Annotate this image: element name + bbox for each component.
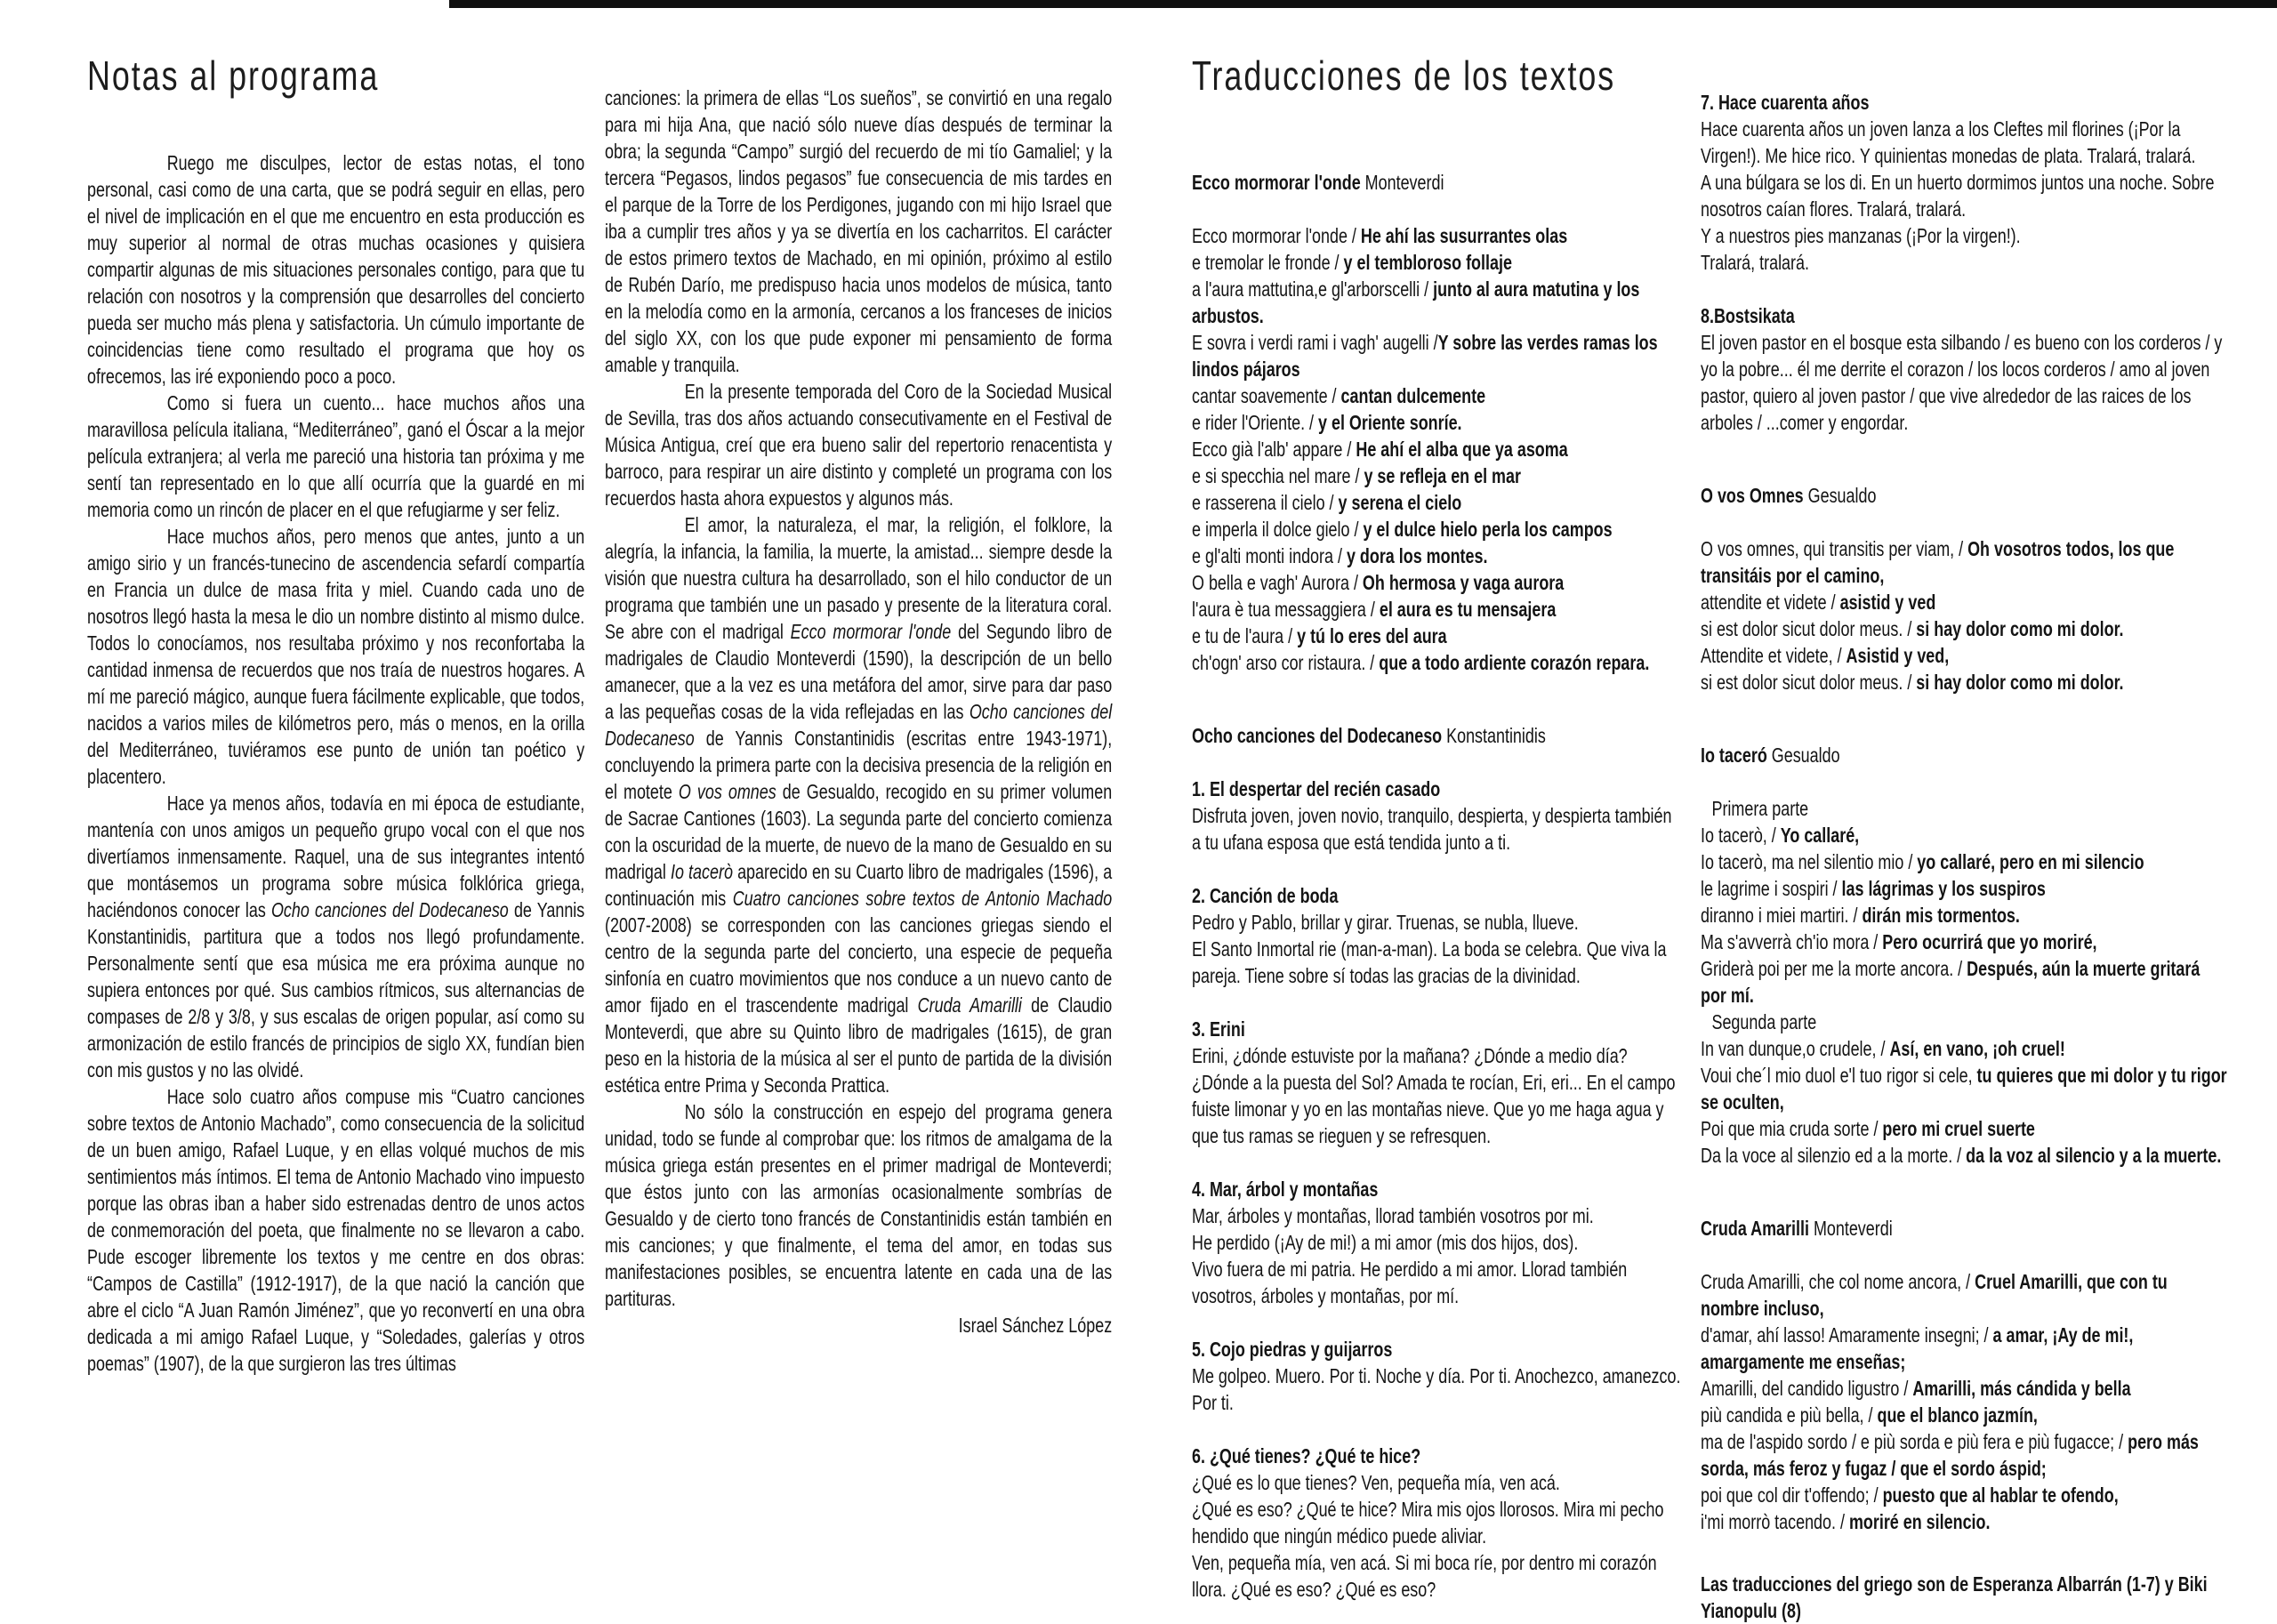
original-text: e imperla il dolce gielo / (1192, 518, 1364, 541)
original-text: più candida e più bella, / (1701, 1403, 1878, 1427)
translated-text: yo callaré, pero en mi silencio (1917, 850, 2144, 873)
original-text: i'mi morrò tacendo. / (1701, 1510, 1849, 1533)
song-text: Hace cuarenta años un joven lanza a los Cleftes mil florines (¡Por la Virgen!). Me hice rico. Y quinientas monedas de plata. Tralará, tralará. (1701, 117, 2196, 167)
song-block (1701, 302, 2228, 436)
song-text: Vivo fuera de mi patria. He perdido a mi amor. Llorad también vosotros, árboles y montañas, por mí. (1192, 1258, 1628, 1307)
song-title: 5. Cojo piedras y guijarros (1192, 1338, 1393, 1361)
verse-line (1192, 649, 1681, 676)
original-text: Hace muchos años, pero menos que antes, junto a un amigo sirio y un francés-tunecino de ascendencia sefardí compartía en Francia un dulce de masa frita y miel. Cuando cada uno de nosotros llegó hasta la mesa le dio un nombre distinto al mismo dulce. Todos lo conocíamos, nos resultaba próximo y nos reconfortaba la cantidad inmensa de recuerdos que nos traía de nuestros hogares. A mí me pareció mágico, aunque fuera fácilmente explicable, que todos, nacidos a varios miles de kilómetros pero, más o menos, en la orilla del Mediterráneo, tuviéramos ese punto de unión tan poético y placentero. (87, 525, 585, 788)
song-block (1192, 776, 1681, 856)
verse-line (1701, 929, 2228, 955)
translations-column-1 (1192, 52, 1681, 1603)
translated-text: Asistid y ved, (1846, 644, 1950, 667)
original-text: poi que col dir t'offendo; / (1701, 1483, 1883, 1507)
translated-text: Oh hermosa y vaga aurora (1362, 571, 1565, 594)
original-text: e rasserena il cielo / (1192, 491, 1339, 514)
translated-text: Cruel Amarilli, que con tu nombre incluso, (1701, 1270, 2168, 1320)
original-text: Da la voce al silenzio ed a la morte. / (1701, 1144, 1967, 1167)
song-text: Y a nuestros pies manzanas (¡Por la virgen!). (1701, 224, 2021, 247)
verse-line (1701, 1322, 2228, 1375)
verse-line (1701, 1268, 2228, 1322)
translated-text: y el Oriente sonríe. (1318, 411, 1462, 434)
original-text: Ruego me disculpes, lector de estas notas, el tono personal, casi como de una carta, que se podrá seguir en ellas, pero el nivel de implicación en el que me encuentro en esta producción es muy superior al normal de otras muchas ocasiones y quisiera compartir algunas de mis situaciones personales contigo, para que tu relación con nosotros y la comprensión que desarrolles del concierto pueda ser mucho más plena y satisfactoria. Un cúmulo importante de coincidencias tiene como resultado el programa que hoy os ofrecemos, las iré exponiendo poco a poco. (87, 151, 585, 388)
translated-text: pero más sorda, más feroz y fugaz / que el sordo áspid; (1701, 1430, 2199, 1480)
work-name: Ocho canciones del Dodecaneso (605, 700, 1113, 750)
work-name: Ecco mormorar l'onde (1192, 171, 1361, 194)
part-label: Segunda parte (1711, 1010, 1817, 1033)
translated-text: Amarilli, más cándida y bella (1912, 1377, 2131, 1400)
original-text: del Segundo libro de madrigales de Claudio Monteverdi (1590), la descripción de un bello amanecer, que a la vez es una metáfora del amor, sirve para dar paso a las pequeñas cosas de la vida reflejadas en las (605, 620, 1113, 723)
original-text: si est dolor sicut dolor meus. / (1701, 671, 1917, 694)
original-text: El amor, la naturaleza, el mar, la religión, el folklore, la alegría, la infancia, la familia, la muerte, la amistad... siempre desde la visión que nuestra cultura ha desarrollado, son el hilo conductor de un programa que también une un pasado y presente de la literatura coral. Se abre con el madrigal (605, 513, 1113, 643)
work-title (1701, 1215, 2228, 1242)
translated-text: que el blanco jazmín, (1877, 1403, 2038, 1427)
original-text: Cruda Amarilli, che col nome ancora, / (1701, 1270, 1975, 1293)
original-text: e gl'alti monti indora / (1192, 544, 1347, 567)
notes-column-1 (87, 52, 584, 1377)
original-text: a l'aura mattutina,e gl'arborscelli / (1192, 277, 1434, 301)
verse-line (1701, 875, 2228, 902)
translated-text: He ahí el alba que ya asoma (1356, 438, 1568, 461)
original-text: Attendite et videte, / (1701, 644, 1847, 667)
original-text: O vos omnes, qui transitis per viam, / (1701, 537, 1968, 560)
translated-text: pero mi cruel suerte (1882, 1117, 2035, 1140)
original-text: Griderà poi per me la morte ancora. / (1701, 957, 1967, 980)
original-text: Hace solo cuatro años compuse mis “Cuatro canciones sobre textos de Antonio Machado”, como consecuencia de la solicitud de un buen amigo, Rafael Luque, y en ellas volqué muchos de mis sentimientos más íntimos. El tema de Antonio Machado vino impuesto porque las obras iban a haber sido estrenadas dentro de unos actos de conmemoración del poeta, que finalmente no se llevaron a cabo. Pude escoger libremente los textos y me centre en dos obras: “Campos de Castilla” (1912-1917), de la que nació la canción que abre el ciclo “A Juan Ramón Jiménez”, que yo reconvertí en una obra dedicada a mi amigo Rafael Luque, y “Soledades, galerías y otros poemas” (1907), de la que surgieron las tres últimas (87, 1085, 585, 1375)
translated-text: da la voz al silencio y a la muerte. (1966, 1144, 2222, 1167)
verse-line (1192, 516, 1681, 543)
verse-line (1192, 249, 1681, 276)
translated-text: Después, aún la muerte gritará por mí. (1701, 957, 2201, 1007)
song-text: Mar, árboles y montañas, llorad también vosotros por mi. (1192, 1204, 1594, 1227)
original-text: Io tacerò, ma nel silentio mio / (1701, 850, 1918, 873)
translations-page-title: Traducciones de los textos (1192, 52, 1616, 99)
translated-text: y serena el cielo (1338, 491, 1462, 514)
song-block (1192, 1336, 1681, 1416)
work-name: Ecco mormorar l'onde (790, 620, 952, 643)
paragraph (605, 378, 1112, 511)
composer-name: Konstantinidis (1442, 724, 1546, 747)
top-edge-bar (449, 0, 2277, 8)
paragraph (87, 790, 584, 1083)
verse-line (1701, 1115, 2228, 1142)
paragraph (87, 149, 584, 390)
notes-column-2-body (605, 84, 1112, 1312)
paragraph (87, 523, 584, 790)
paragraph (87, 390, 584, 523)
verse-line (1192, 489, 1681, 516)
translated-text: el aura es tu mensajera (1379, 598, 1557, 621)
original-text: l'aura è tua messaggiera / (1192, 598, 1380, 621)
paragraph (605, 1098, 1112, 1312)
work-name: Io taceró (1701, 744, 1767, 767)
original-text: Poi que mia cruda sorte / (1701, 1117, 1883, 1140)
verse-line (1192, 462, 1681, 489)
verse-line (1701, 1142, 2228, 1169)
original-text: de Yannis Konstantinidis, partitura que a todos nos llegó profundamente. Personalmente sentí que esa música me era próxima aunque no supiera entonces por qué. Sus cambios rítmicos, sus alternancias de compases de 2/8 y 3/8, y sus escalas de origen popular, así como su armonización de estilo francés de principios de siglo XX, fundían bien con mis gustos y no las olvidé. (87, 898, 585, 1081)
verse-line (1701, 822, 2228, 848)
translations-column-2-body (1701, 89, 2228, 1624)
original-text: Voui che´l mio duol e'l tuo rigor si cele, (1701, 1064, 1977, 1087)
verse-line (1192, 436, 1681, 462)
song-text: Tralará, tralará. (1701, 251, 1809, 274)
original-text: Amarilli, del candido ligustro / (1701, 1377, 1913, 1400)
part-label: Primera parte (1711, 797, 1809, 820)
song-text: Erini, ¿dónde estuviste por la mañana? ¿Dónde a medio día? ¿Dónde a la puesta del Sol? Amada te rocían, Eri, eri... En el campo fuiste limonar y yo en las montañas nieve. Que yo me haga agua y que tus ramas se rieguen y se refresquen. (1192, 1044, 1676, 1147)
paragraph (87, 1083, 584, 1377)
original-text: e si specchia nel mare / (1192, 464, 1364, 487)
translated-text: junto al aura matutina y los arbustos. (1192, 277, 1640, 327)
song-text: He perdido (¡Ay de mi!) a mi amor (mis dos hijos, dos). (1192, 1231, 1579, 1254)
verse-line (1192, 382, 1681, 409)
verse-line (1192, 569, 1681, 596)
verse-block (1701, 1268, 2228, 1535)
paragraph (605, 511, 1112, 1098)
verse-line (1192, 543, 1681, 569)
verse-line (1192, 623, 1681, 649)
translated-text: y se refleja en el mar (1364, 464, 1521, 487)
translated-text: Pero ocurrirá que yo moriré, (1882, 930, 2097, 953)
work-name: Io tacerò (670, 860, 733, 883)
translated-text: y el dulce hielo perla los campos (1363, 518, 1613, 541)
song-block (1192, 1443, 1681, 1603)
translated-text: asistid y ved (1839, 591, 1936, 614)
verse-line (1701, 1402, 2228, 1428)
work-name: Ocho canciones del Dodecaneso (270, 898, 509, 921)
notes-column-2 (605, 84, 1112, 1339)
verse-line (1192, 276, 1681, 329)
work-title (1701, 742, 2228, 768)
song-text: El joven pastor en el bosque esta silbando / es bueno con los corderos / y yo la pobre... él me derrite el corazon / los locos corderos / amo al joven pastor, quiero al joven pastor / que vive alrededor de las raices de los arboles / ...comer y engordar. (1701, 331, 2223, 434)
verse-block (1701, 535, 2228, 695)
original-text: E sovra i verdi rami i vagh' augelli / (1192, 331, 1438, 354)
translators-credit: Las traducciones del griego son de Esperanza Albarrán (1-7) y Biki Yianopulu (8) (1701, 1572, 2208, 1622)
work-name: Cuatro canciones sobre textos de Antonio Machado (732, 887, 1113, 910)
translated-text: dirán mis tormentos. (1862, 904, 2020, 927)
original-text: d'amar, ahí lasso! Amaramente insegni; / (1701, 1323, 1993, 1347)
song-text: Pedro y Pablo, brillar y girar. Truenas, se nubla, llueve. (1192, 911, 1579, 934)
original-text: Ecco mormorar l'onde / (1192, 224, 1361, 247)
original-text: (2007-2008) se corresponden con las canciones griegas siendo el centro de la segunda parte del concierto, una especie de pequeña sinfonía en cuatro movimientos que nos conduce a un nuevo canto de amor fijado en el trascendente madrigal (605, 913, 1113, 1017)
work-title (1192, 169, 1681, 196)
composer-name: Monteverdi (1808, 1217, 1893, 1240)
song-title: 8.Bostsikata (1701, 304, 1795, 327)
translated-text: que a todo ardiente corazón repara. (1379, 651, 1650, 674)
verse-block (1192, 222, 1681, 676)
original-text: Io tacerò, / (1701, 824, 1781, 847)
song-title: 4. Mar, árbol y montañas (1192, 1178, 1379, 1201)
original-text: de Claudio Monteverdi, que abre su Quinto libro de madrigales (1615), de gran peso en la historia de la música al ser el punto de partida de la división estética entre Prima y Seconda Prattica. (605, 993, 1113, 1097)
translated-text: puesto que al hablar te ofendo, (1882, 1483, 2119, 1507)
song-text: ¿Qué es eso? ¿Qué te hice? Mira mis ojos llorosos. Mira mi pecho hendido que ningún médico puede aliviar. (1192, 1498, 1664, 1548)
translated-text: tu quieres que mi dolor y tu rigor se oculten, (1701, 1064, 2227, 1113)
song-text: El Santo Inmortal rie (man-a-man). La boda se celebra. Que viva la pareja. Tiene sobre sí todas las gracias de la divinidad. (1192, 937, 1667, 987)
notes-column-1-body (87, 149, 584, 1377)
song-text: Ven, pequeña mía, ven acá. Si mi boca ríe, por dentro mi corazón llora. ¿Qué es eso? ¿Qué es eso? (1192, 1551, 1657, 1601)
translated-text: si hay dolor como mi dolor. (1916, 617, 2124, 640)
translated-text: las lágrimas y los suspiros (1841, 877, 2046, 900)
original-text: de Gesualdo, recogido en su primer volumen de Sacrae Cantiones (1603). La segunda parte del concierto comienza con la oscuridad de la muerte, de nuevo de la mano de Gesualdo en su madrigal (605, 780, 1113, 883)
translated-text: si hay dolor como mi dolor. (1916, 671, 2124, 694)
original-text: de Yannis Constantinidis (escritas entre 1943-1971), concluyendo la primera parte con la decisiva presencia de la religión en el motete (605, 727, 1113, 803)
verse-line (1701, 1482, 2228, 1508)
original-text: e rider l'Oriente. / (1192, 411, 1319, 434)
translated-text: cantan dulcemente (1340, 384, 1486, 407)
original-text: En la presente temporada del Coro de la Sociedad Musical de Sevilla, tras dos años actuando consecutivamente en el Festival de Música Antigua, creí que era bueno salir del repertorio renacentista y barroco, para respirar un aire distinto y completé un programa con los recuerdos hasta ahora expuestos y algunos más. (605, 380, 1113, 510)
original-text: ch'ogn' arso cor ristaura. / (1192, 651, 1380, 674)
original-text: Ma s'avverrà ch'io mora / (1701, 930, 1883, 953)
original-text: si est dolor sicut dolor meus. / (1701, 617, 1917, 640)
verse-block (1701, 1035, 2228, 1169)
work-name: Cruda Amarilli (1701, 1217, 1809, 1240)
original-text: attendite et videte / (1701, 591, 1840, 614)
song-block (1192, 882, 1681, 989)
song-title: 2. Canción de boda (1192, 884, 1339, 907)
translated-text: y tú lo eres del aura (1297, 624, 1447, 647)
translated-text: moriré en silencio. (1848, 1510, 1991, 1533)
verse-line (1701, 535, 2228, 589)
work-name: O vos Omnes (1701, 484, 1804, 507)
song-text: A una búlgara se los di. En un huerto dormimos juntos una noche. Sobre nosotros caían flores. Tralará, tralará. (1701, 171, 2215, 221)
verse-line (1192, 329, 1681, 382)
verse-line (1192, 409, 1681, 436)
verse-line (1701, 1508, 2228, 1535)
translated-text: Yo callaré, (1780, 824, 1860, 847)
verse-line (1701, 955, 2228, 1009)
original-text: Como si fuera un cuento... hace muchos años una maravillosa película italiana, “Mediterráneo”, ganó el Óscar a la mejor película extranjera; al verla me pareció una historia tan próxima y me sentí tan representado en lo que allí ocurría que la guardé en mi memoria como un rincón de placer en el que refugiarme y ser feliz. (87, 391, 585, 521)
translations-column-2 (1701, 89, 2228, 1624)
translated-text: a amar, ¡Ay de mi!, amargamente me enseñas; (1701, 1323, 2134, 1373)
original-text: e tremolar le fronde / (1192, 251, 1344, 274)
verse-line (1701, 1062, 2228, 1115)
notes-page-title: Notas al programa (87, 52, 380, 99)
verse-line (1701, 1035, 2228, 1062)
verse-line (1701, 669, 2228, 695)
work-title (1192, 722, 1681, 749)
song-text: ¿Qué es lo que tienes? Ven, pequeña mía, ven acá. (1192, 1471, 1560, 1494)
song-text: Disfruta joven, joven novio, tranquilo, despierta, y despierta también a tu ufana esposa que está tendida junto a ti. (1192, 804, 1672, 854)
original-text: Hace ya menos años, todavía en mi época de estudiante, mantenía con unos amigos un pequeño grupo vocal con el que nos divertíamos inmensamente. Raquel, una de sus integrantes intentó que montásemos un programa sobre música folklórica griega, haciéndonos conocer las (87, 792, 585, 921)
original-text: ma de l'aspido sordo / e più sorda e più fera e più fugacce; / (1701, 1430, 2128, 1453)
original-text: le lagrime i sospiri / (1701, 877, 1842, 900)
song-block (1701, 89, 2228, 276)
composer-name: Monteverdi (1360, 171, 1444, 194)
verse-line (1701, 642, 2228, 669)
work-name: Cruda Amarilli (917, 993, 1022, 1017)
paragraph (605, 84, 1112, 378)
work-title (1701, 482, 2228, 509)
verse-line (1701, 848, 2228, 875)
composer-name: Gesualdo (1803, 484, 1877, 507)
translated-text: Y sobre las verdes ramas los lindos pájaros (1192, 331, 1658, 381)
original-text: diranno i miei martiri. / (1701, 904, 1863, 927)
original-text: aparecido en su Cuarto libro de madrigales (1596), a continuación mis (605, 860, 1113, 910)
work-name: O vos omnes (678, 780, 776, 803)
work-name: Ocho canciones del Dodecaneso (1192, 724, 1443, 747)
translated-text: He ahí las susurrantes olas (1360, 224, 1568, 247)
original-text: No sólo la construcción en espejo del programa genera unidad, todo se funde al comprobar que: los ritmos de amalgama de la música griega están presentes en el primer madrigal de Monteverdi; que éstos junto con las armonías ocasionalmente sombrías de Gesualdo y de cierto tono francés de Constantinidis están también en mis canciones; y que finalmente, el tema del amor, en todas sus manifestaciones posibles, se encuentra latente en cada una de las partituras. (605, 1100, 1113, 1310)
verse-line (1701, 902, 2228, 929)
translated-text: Oh vosotros todos, los que transitáis por el camino, (1701, 537, 2175, 587)
verse-line (1701, 1375, 2228, 1402)
translated-text: y el tembloroso follaje (1343, 251, 1512, 274)
song-title: 7. Hace cuarenta años (1701, 91, 1870, 114)
song-title: 6. ¿Qué tienes? ¿Qué te hice? (1192, 1444, 1421, 1467)
original-text: canciones: la primera de ellas “Los sueños”, se convirtió en una regalo para mi hija Ana, que nació sólo nueve días después de terminar la obra; la segunda “Campo” surgió del recuerdo de mi tío Gamaliel; y la tercera “Pegasos, lindos pegasos” fue consecuencia de mis tardes en el parque de la Torre de los Perdigones, jugando con mi hijo Israel que iba a cumplir tres años y ya se divertía en los cacharritos. El carácter de estos primero textos de Machado, en mi opinión, próximo al estilo de Rubén Darío, me predispuso hacia unos modelos de música, tanto en la melodía como en la armonía, cercanos a los franceses de inicios del siglo XX, con los que pude exponer mi pensamiento de forma amable y tranquila. (605, 86, 1113, 376)
song-title: 3. Erini (1192, 1017, 1245, 1041)
verse-block (1701, 822, 2228, 1009)
composer-name: Gesualdo (1766, 744, 1840, 767)
original-text: e tu de l'aura / (1192, 624, 1298, 647)
song-block (1192, 1016, 1681, 1149)
song-text: Me golpeo. Muero. Por ti. Noche y día. Por ti. Anochezco, amanezco. Por ti. (1192, 1364, 1681, 1414)
translated-text: Así, en vano, ¡oh cruel! (1889, 1037, 2065, 1060)
author-signature: Israel Sánchez López (958, 1314, 1113, 1337)
translated-text: y dora los montes. (1346, 544, 1488, 567)
verse-line (1192, 596, 1681, 623)
song-title: 1. El despertar del recién casado (1192, 777, 1441, 800)
song-block (1192, 1176, 1681, 1309)
original-text: O bella e vagh' Aurora / (1192, 571, 1363, 594)
original-text: Ecco già l'alb' appare / (1192, 438, 1356, 461)
original-text: In van dunque,o crudele, / (1701, 1037, 1890, 1060)
verse-line (1701, 1428, 2228, 1482)
verse-line (1701, 589, 2228, 615)
verse-line (1701, 615, 2228, 642)
original-text: cantar soavemente / (1192, 384, 1341, 407)
verse-line (1192, 222, 1681, 249)
translations-column-1-body (1192, 169, 1681, 1603)
